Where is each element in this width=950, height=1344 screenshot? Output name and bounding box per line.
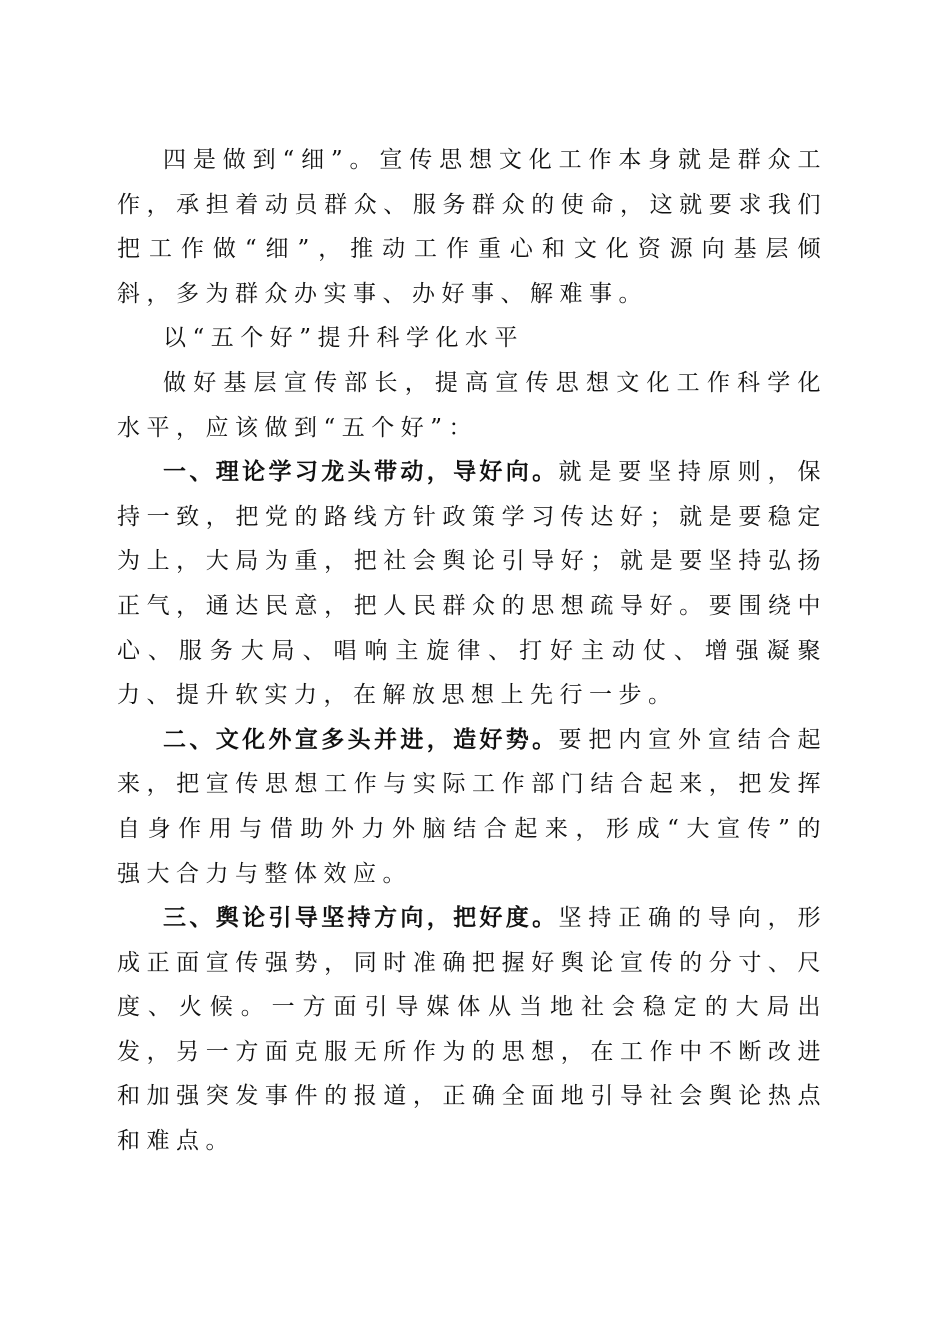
- item-culture-publicity: [117, 718, 827, 896]
- paragraph-body: 宣传思想文化工作本身就是群众工作，承担着动员群众、服务群众的使命，这就要求我们把工作做“细”，推动工作重心和文化资源向基层倾斜，多为群众办实事、办好事、解难事。: [117, 147, 827, 307]
- item-lead: 二、文化外宣多头并进，造好势。: [163, 726, 559, 753]
- item-lead: 一、理论学习龙头带动，导好向。: [163, 459, 559, 486]
- item-public-opinion: [117, 896, 827, 1164]
- paragraph-lead: 四是做到“细”。: [163, 147, 380, 173]
- item-body: 坚持正确的导向，形成正面宣传强势，同时准确把握好舆论宣传的分寸、尺度、火候。一方面引导媒体从当地社会稳定的大局出发，另一方面克服无所作为的思想，在工作中不断改进和加强突发事件的报道，正确全面地引导社会舆论热点和难点。: [117, 905, 828, 1155]
- item-lead: 三、舆论引导坚持方向，把好度。: [163, 905, 559, 932]
- document-page: [117, 138, 827, 1164]
- paragraph-four-detail: [117, 138, 827, 316]
- item-body: 要把内宣外宣结合起来，把宣传思想工作与实际工作部门结合起来，把发挥自身作用与借助外力外脑结合起来，形成“大宣传”的强大合力与整体效应。: [117, 726, 828, 887]
- section-heading: 以“五个好”提升科学化水平: [163, 325, 525, 352]
- item-body: 就是要坚持原则，保持一致，把党的路线方针政策学习传达好；就是要稳定为上，大局为重，把社会舆论引导好；就是要坚持弘扬正气，通达民意，把人民群众的思想疏导好。要围绕中心、服务大局、唱响主旋律、打好主动仗、增强凝聚力、提升软实力，在解放思想上先行一步。: [117, 459, 828, 709]
- intro-paragraph: 做好基层宣传部长，提高宣传思想文化工作科学化水平，应该做到“五个好”：: [117, 369, 827, 441]
- item-theory-study: [117, 450, 827, 718]
